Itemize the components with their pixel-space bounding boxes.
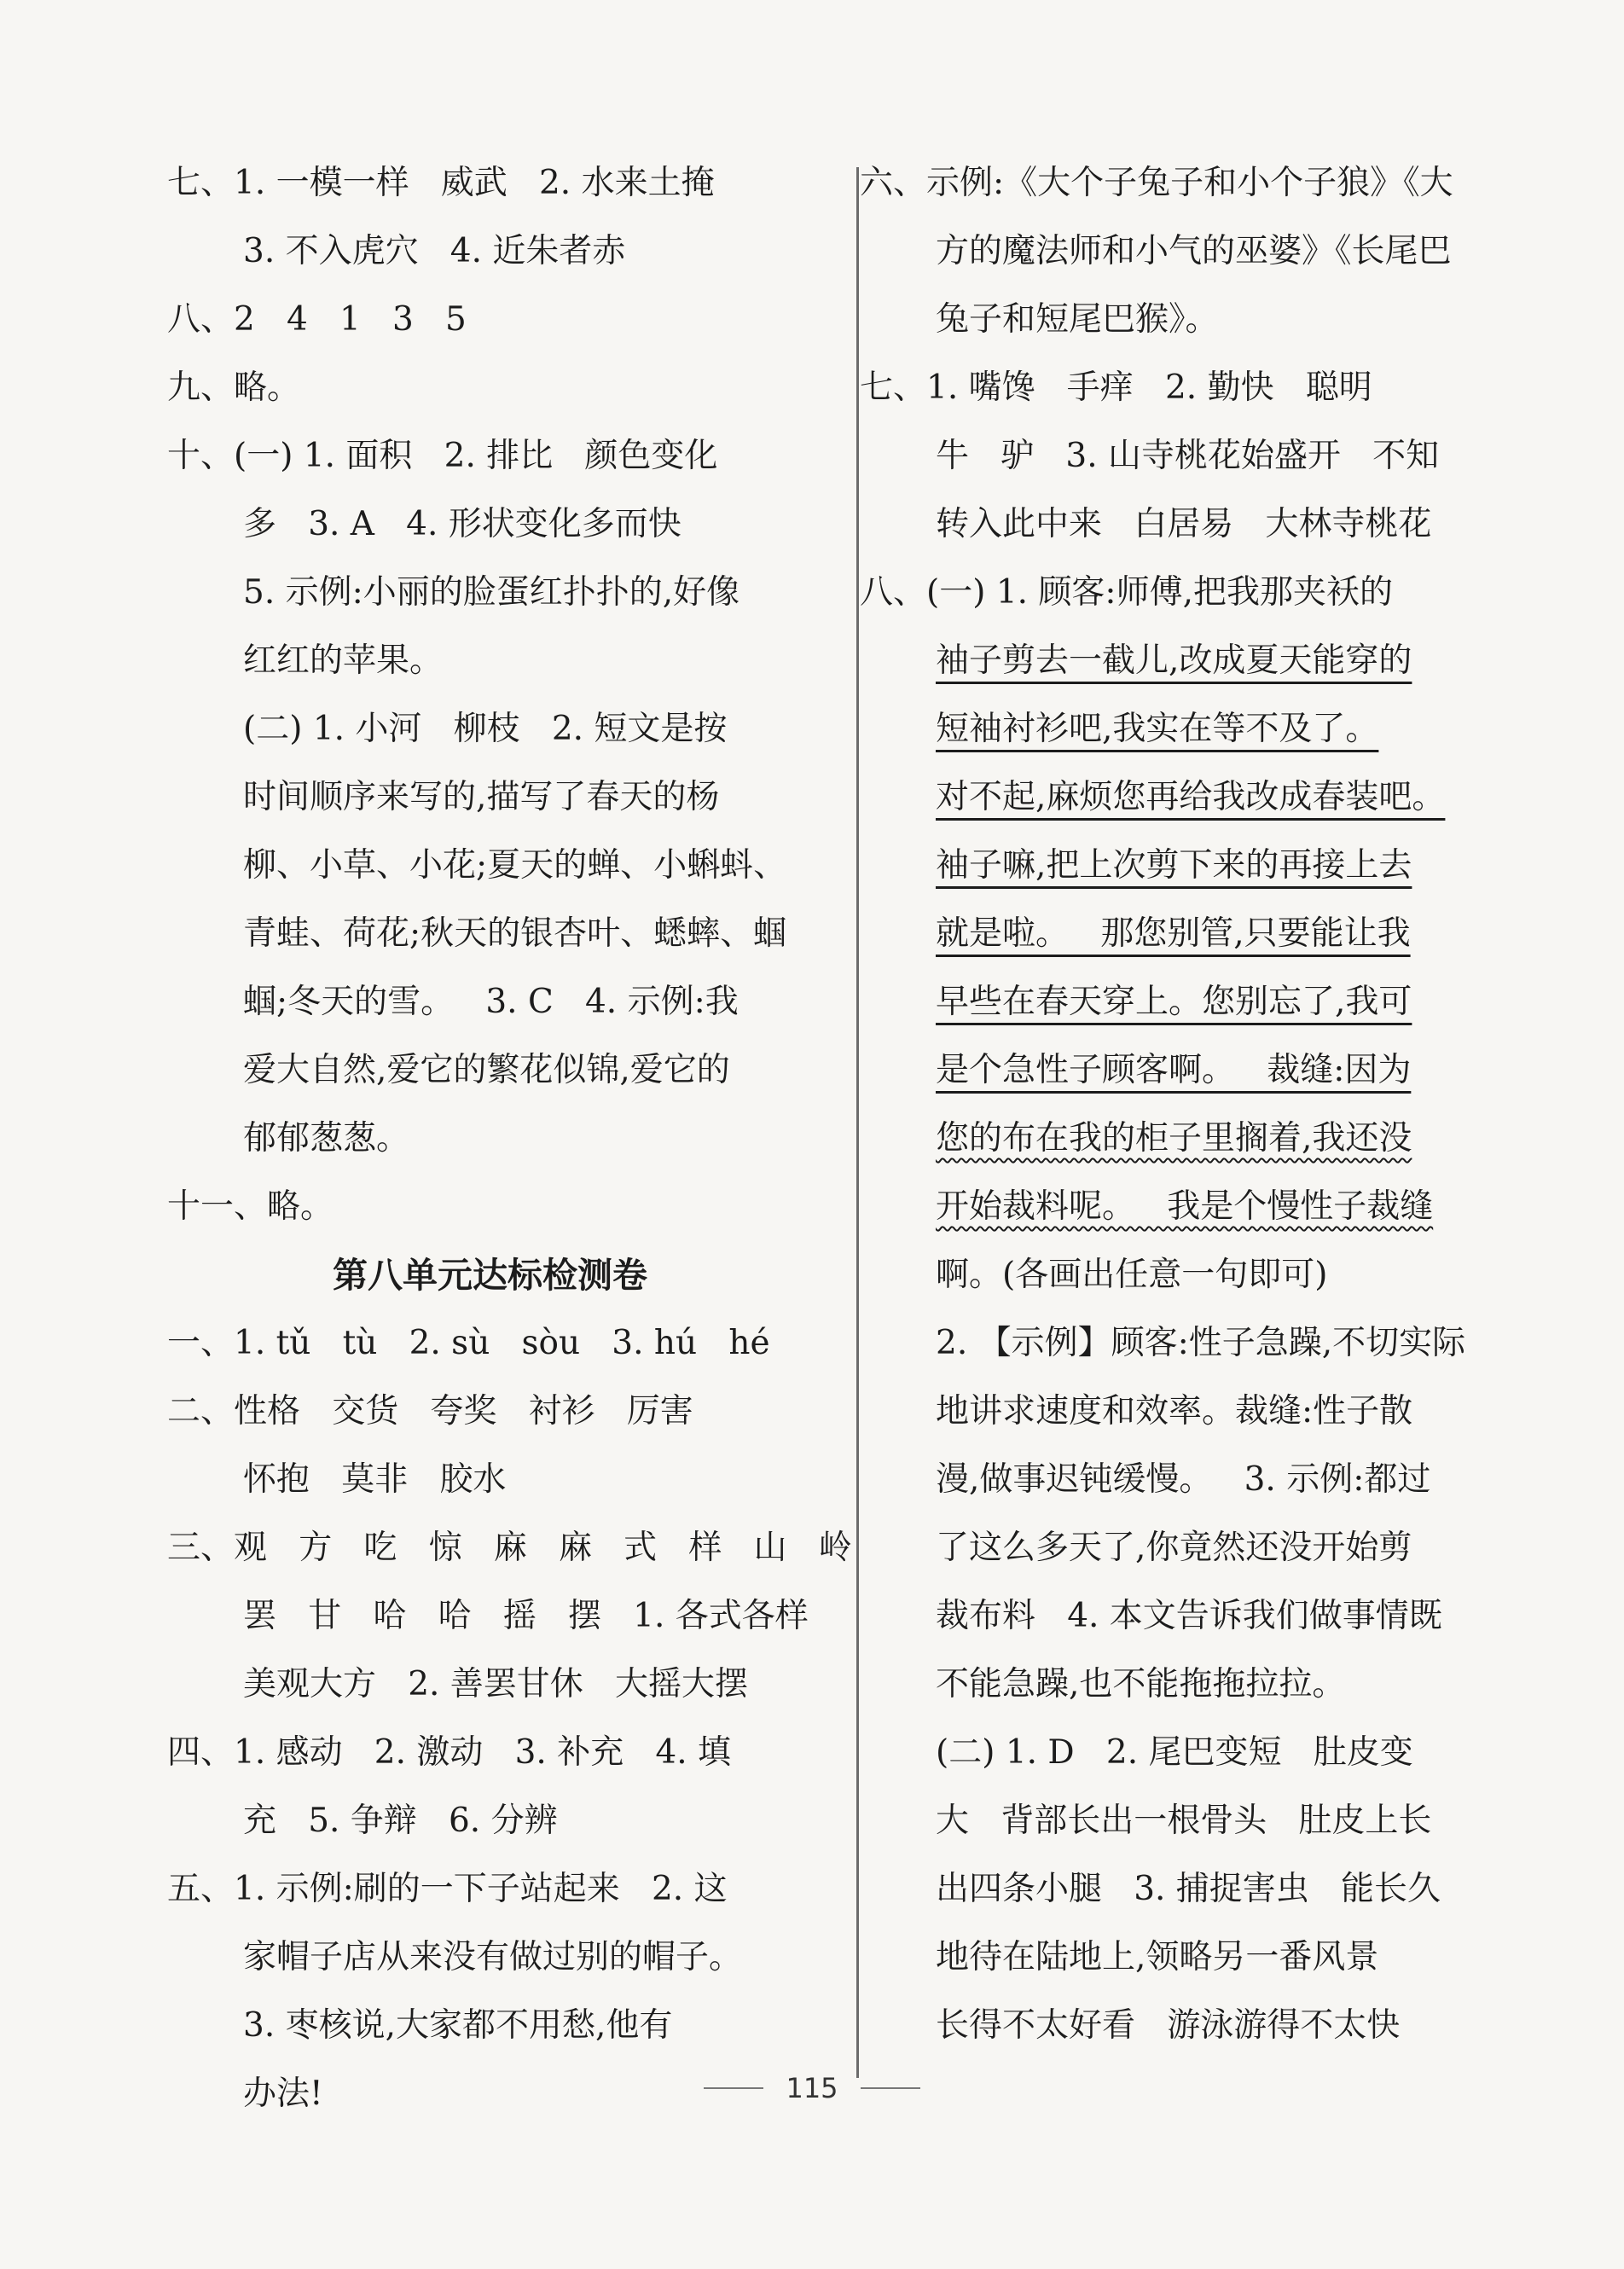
page-number: 115	[786, 2072, 838, 2104]
footer-dash-right	[861, 2087, 920, 2089]
answer-line: 八、(一) 1. 顾客:师傅,把我那夹袄的	[860, 573, 1393, 612]
answer-line: 您的布在我的柜子里搁着,我还没	[936, 1119, 1412, 1158]
answer-line: (二) 1. D 2. 尾巴变短 肚皮变	[936, 1733, 1413, 1772]
answer-line: 蝈;冬天的雪。 3. C 4. 示例:我	[243, 983, 739, 1021]
answer-line: 七、1. 嘴馋 手痒 2. 勤快 聪明	[860, 368, 1372, 407]
answer-line: 不能急躁,也不能拖拖拉拉。	[936, 1665, 1346, 1703]
answer-line: 2. 【示例】顾客:性子急躁,不切实际	[936, 1324, 1466, 1362]
answer-line: 开始裁料呢。 我是个慢性子裁缝	[936, 1187, 1434, 1226]
answer-line: 裁布料 4. 本文告诉我们做事情既	[936, 1597, 1442, 1635]
answer-line: 啊。(各画出任意一句即可)	[936, 1256, 1328, 1294]
answer-line: 5. 示例:小丽的脸蛋红扑扑的,好像	[243, 573, 740, 612]
answer-line: 转入此中来 白居易 大林寺桃花	[936, 505, 1432, 543]
answer-line: 三、观 方 吃 惊 麻 麻 式 样 山 岭	[167, 1529, 852, 1567]
answer-line: 3. 枣核说,大家都不用愁,他有	[243, 2006, 673, 2045]
answer-line: 郁郁葱葱。	[243, 1119, 410, 1158]
answer-line: 多 3. A 4. 形状变化多而快	[243, 505, 682, 543]
footer-dash-left	[704, 2087, 763, 2089]
answer-line: 地讲求速度和效率。裁缝:性子散	[936, 1392, 1413, 1430]
answer-line: 短袖衬衫吧,我实在等不及了。	[936, 710, 1379, 748]
answer-line: 六、示例:《大个子兔子和小个子狼》《大	[860, 164, 1453, 202]
answer-line: 二、性格 交货 夸奖 衬衫 厉害	[167, 1392, 693, 1430]
answer-line: 柳、小草、小花;夏天的蝉、小蝌蚪、	[243, 846, 787, 885]
answer-line: 十、(一) 1. 面积 2. 排比 颜色变化	[167, 437, 718, 475]
answer-line: 早些在春天穿上。您别忘了,我可	[936, 983, 1412, 1021]
answer-line: 地待在陆地上,领略另一番风景	[936, 1938, 1379, 1976]
answer-line: 十一、略。	[167, 1187, 334, 1226]
answer-line: 长得不太好看 游泳游得不太快	[936, 2006, 1401, 2045]
answer-line: 兔子和短尾巴猴》。	[936, 300, 1219, 339]
answer-line: (二) 1. 小河 柳枝 2. 短文是按	[243, 710, 728, 748]
answer-line: 红红的苹果。	[243, 641, 444, 680]
answer-line: 青蛙、荷花;秋天的银杏叶、蟋蟀、蝈	[243, 914, 787, 953]
page-footer	[0, 2063, 1624, 2114]
answer-line: 七、1. 一模一样 威武 2. 水来土掩	[167, 164, 715, 202]
answer-line: 八、2 4 1 3 5	[167, 300, 467, 339]
section-title: 第八单元达标检测卷	[333, 1255, 647, 1296]
answer-line: 怀抱 莫非 胶水	[243, 1460, 507, 1499]
column-divider	[856, 167, 859, 2078]
answer-line: 九、略。	[167, 368, 301, 407]
answer-line: 办法!	[243, 2075, 323, 2113]
answer-line: 四、1. 感动 2. 激动 3. 补充 4. 填	[167, 1733, 732, 1772]
answer-line: 美观大方 2. 善罢甘休 大摇大摆	[243, 1665, 748, 1703]
answer-line: 充 5. 争辩 6. 分辨	[243, 1802, 558, 1840]
answer-line: 3. 不入虎穴 4. 近朱者赤	[243, 232, 626, 270]
answer-line: 对不起,麻烦您再给我改成春装吧。	[936, 778, 1446, 816]
answer-line: 出四条小腿 3. 捕捉害虫 能长久	[936, 1870, 1441, 1908]
answer-line: 袖子剪去一截儿,改成夏天能穿的	[936, 641, 1412, 680]
answer-line: 五、1. 示例:刷的一下子站起来 2. 这	[167, 1870, 728, 1908]
answer-line: 是个急性子顾客啊。 裁缝:因为	[936, 1051, 1412, 1089]
answer-line: 就是啦。 那您别管,只要能让我	[936, 914, 1411, 953]
answer-line: 罢 甘 哈 哈 摇 摆 1. 各式各样	[243, 1597, 809, 1635]
answer-line: 大 背部长出一根骨头 肚皮上长	[936, 1802, 1432, 1840]
answer-line: 时间顺序来写的,描写了春天的杨	[243, 778, 720, 816]
answer-line: 了这么多天了,你竟然还没开始剪	[936, 1529, 1412, 1567]
answer-line: 爱大自然,爱它的繁花似锦,爱它的	[243, 1051, 730, 1089]
answer-line: 袖子嘛,把上次剪下来的再接上去	[936, 846, 1412, 885]
answer-line: 家帽子店从来没有做过别的帽子。	[243, 1938, 743, 1976]
answer-line: 牛 驴 3. 山寺桃花始盛开 不知	[936, 437, 1440, 475]
answer-line: 一、1. tǔ tù 2. sù sòu 3. hú hé	[167, 1324, 770, 1362]
answer-line: 漫,做事迟钝缓慢。 3. 示例:都过	[936, 1460, 1431, 1499]
answer-line: 方的魔法师和小气的巫婆》《长尾巴	[936, 232, 1452, 270]
